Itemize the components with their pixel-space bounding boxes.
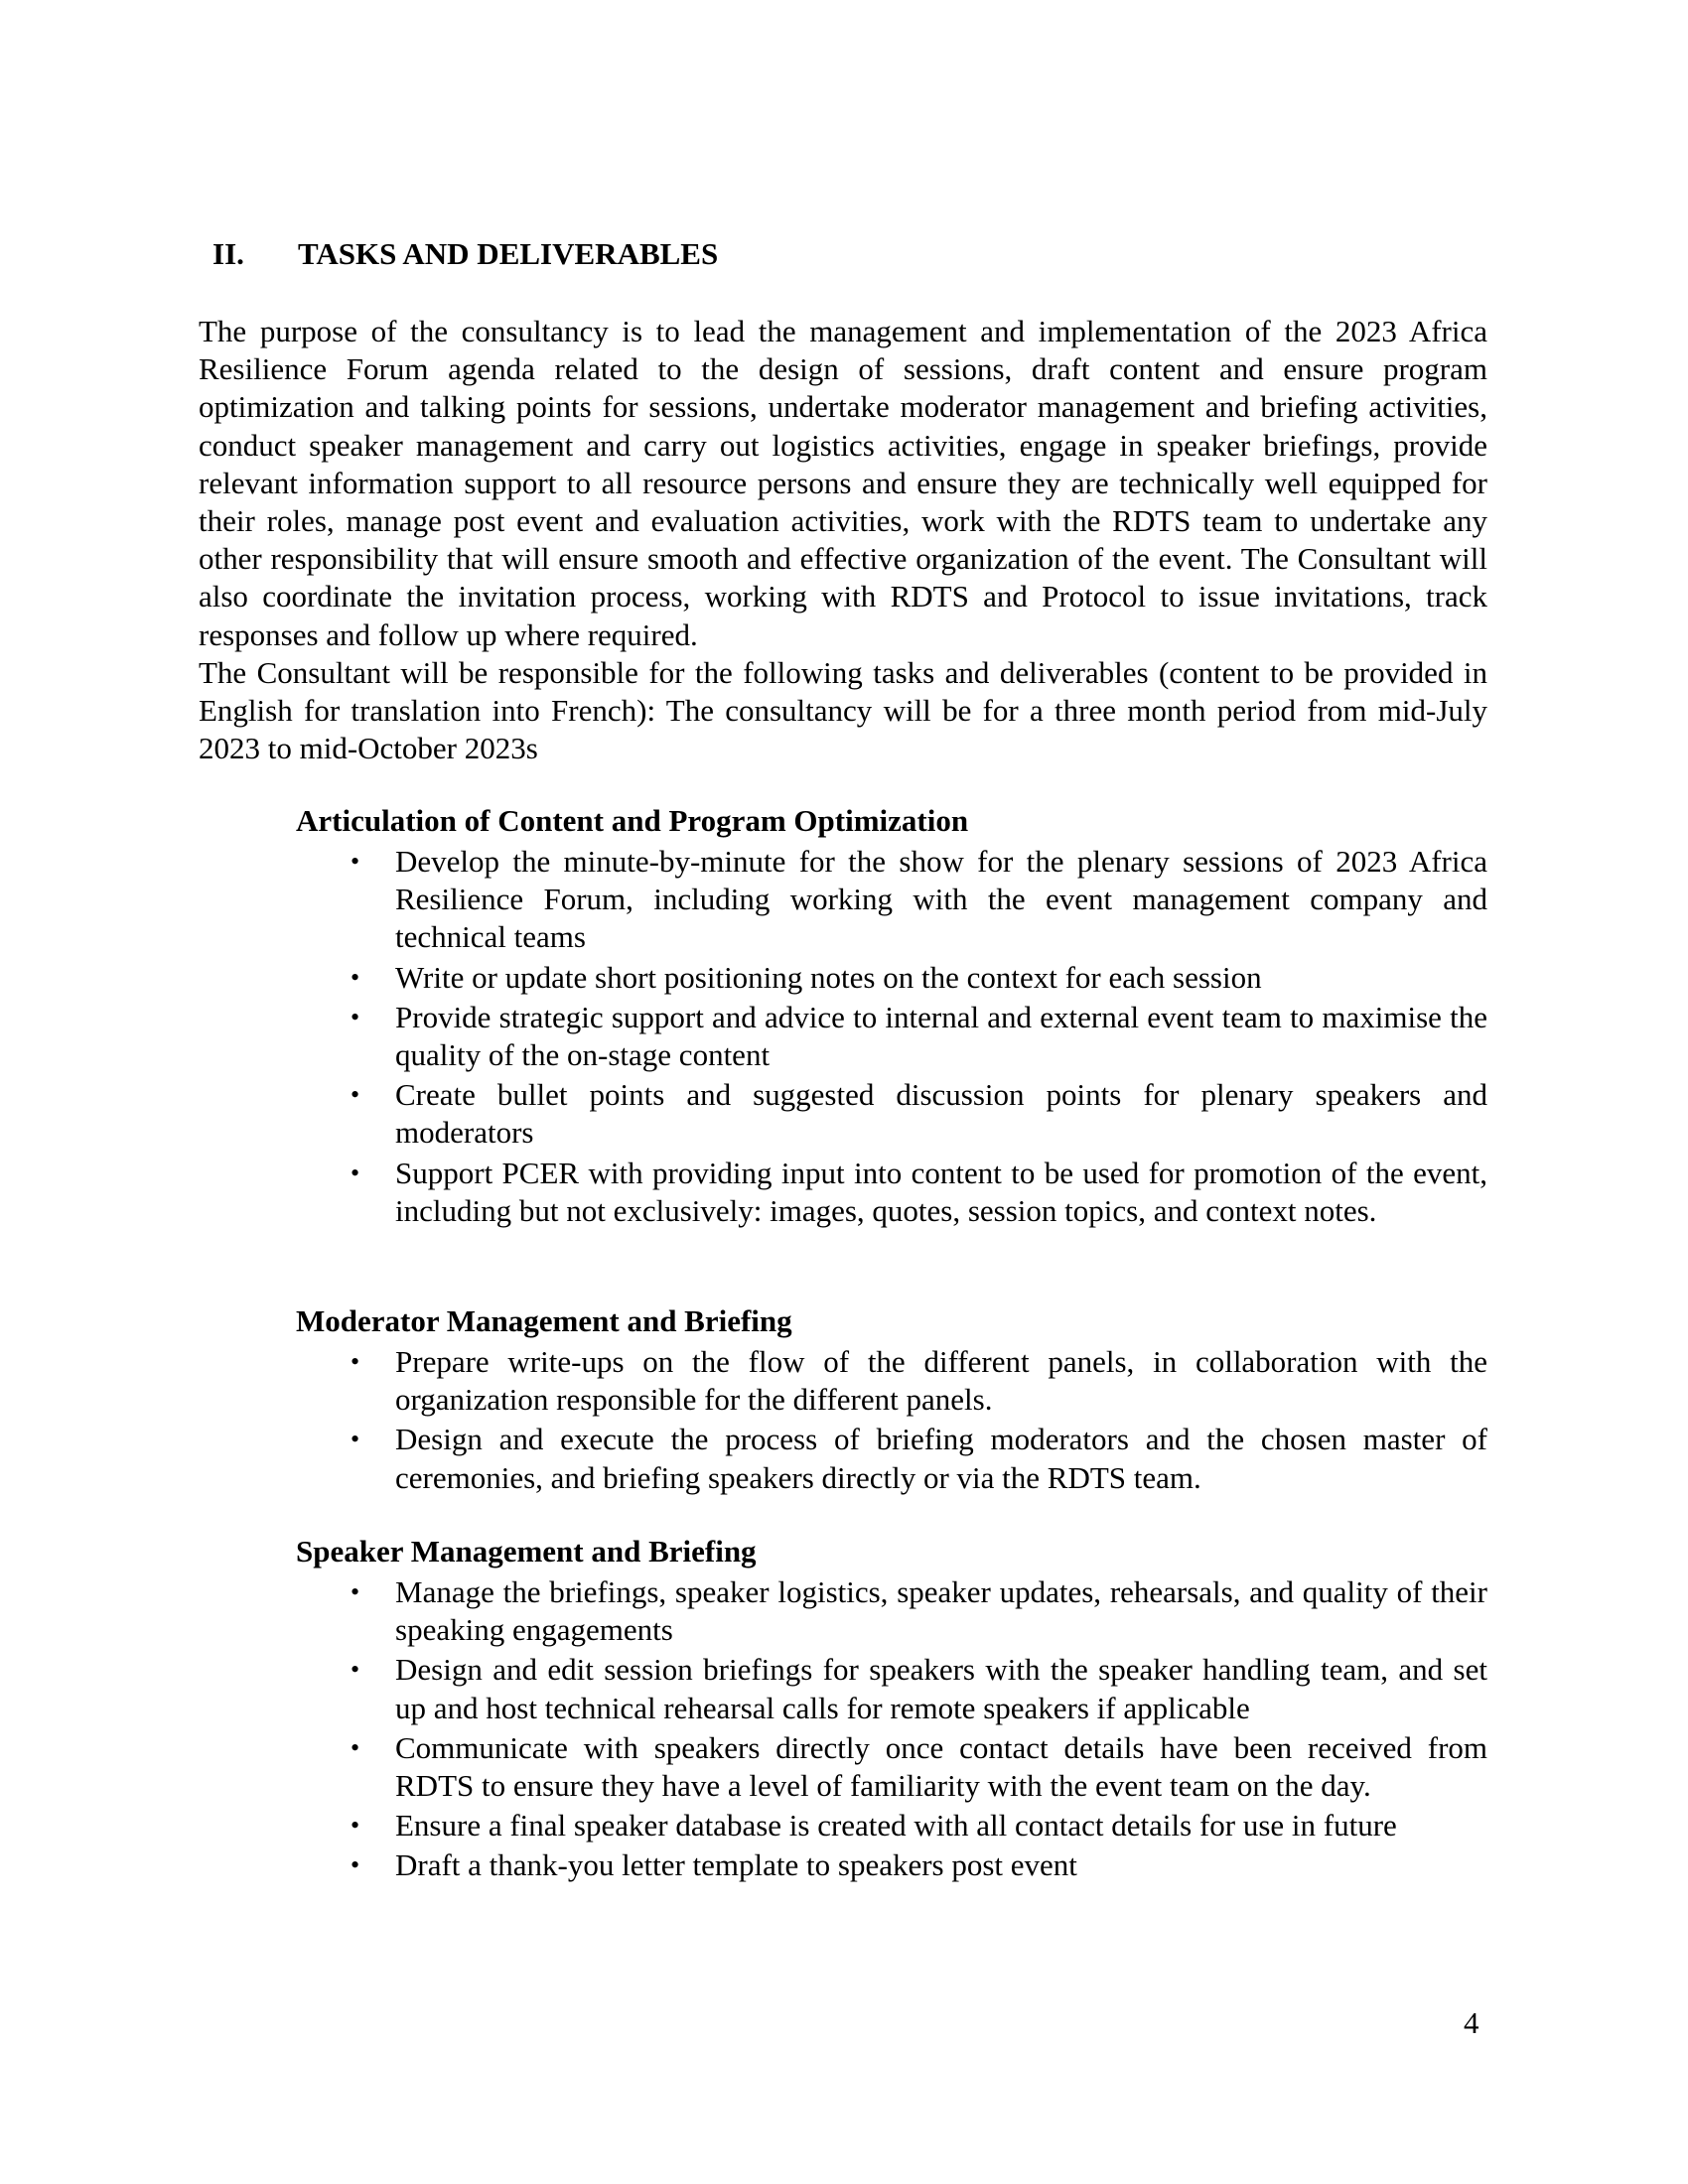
list-item [296,1343,1487,1419]
section-number: II. [212,236,244,271]
list-item [296,1155,1487,1230]
list-item-text: Ensure a final speaker database is created with all contact details for use in future [395,1808,1397,1843]
list-item-text: Support PCER with providing input into content to be used for promotion of the event, including but not exclusively: images, quotes, session topics, and context notes. [395,1155,1487,1228]
section-title: TASKS AND DELIVERABLES [298,236,719,271]
list-item [296,843,1487,957]
bullet-icon: • [351,1577,360,1606]
list-item [296,1729,1487,1805]
section-heading [212,234,718,274]
bullet-icon: • [351,962,360,992]
list-item-text: Communicate with speakers directly once contact details have been received from RDTS to ensure they have a level of familiarity with the event team on the day. [395,1729,1487,1804]
subsection-content-optimization [296,801,1487,1230]
list-item [296,1573,1487,1649]
list-item [296,1807,1487,1844]
bullet-list [296,1573,1487,1885]
subsection-speaker-management [296,1532,1487,1885]
bullet-icon: • [351,847,360,876]
subsection-heading: Speaker Management and Briefing [296,1534,757,1569]
intro-paragraph: The Consultant will be responsible for the following tasks and deliverables (content to be provided in English for translation into French): The consultancy will be for a three month period from mid-July 2023 to mid-October 2023s [199,654,1487,766]
list-item-text: Manage the briefings, speaker logistics, speaker updates, rehearsals, and quality of their speaking engagements [395,1574,1487,1648]
bullet-icon: • [351,1655,360,1685]
list-item-text: Develop the minute-by-minute for the show for the plenary sessions of 2023 Africa Resilience Forum, including working with the event management company and technical teams [395,844,1487,955]
list-item-text: Prepare write-ups on the flow of the different panels, in collaboration with the organization responsible for the different panels. [395,1344,1487,1418]
bullet-icon: • [351,1425,360,1454]
list-item [296,1421,1487,1496]
bullet-icon: • [351,1811,360,1841]
list-item-text: Write or update short positioning notes on the context for each session [395,959,1262,995]
list-item-text: Design and edit session briefings for speakers with the speaker handling team, and set up and host technical rehearsal calls for remote speakers if applicable [395,1652,1487,1725]
list-item-text: Design and execute the process of briefing moderators and the chosen master of ceremonies, and briefing speakers directly or via the RDTS team. [395,1422,1487,1495]
intro-paragraph: The purpose of the consultancy is to lead the management and implementation of the 2023 Africa Resilience Forum agenda related to the design of sessions, draft content and ensure program optimization and talking points for sessions, undertake moderator management and briefing activities, conduct speaker management and carry out logistics activities, engage in speaker briefings, provide relevant information support to all resource persons and ensure they are technically well equipped for their roles, manage post event and evaluation activities, work with the RDTS team to undertake any other responsibility that will ensure smooth and effective organization of the event. The Consultant will also coordinate the invitation process, working with RDTS and Protocol to issue invitations, track responses and follow up where required. [199,314,1487,652]
list-item [296,1076,1487,1152]
bullet-icon: • [351,1347,360,1376]
intro-text [199,313,1487,767]
bullet-icon: • [351,1158,360,1187]
bullet-icon: • [351,1080,360,1110]
bullet-icon: • [351,1732,360,1762]
subsection-heading: Moderator Management and Briefing [296,1303,792,1338]
list-item-text: Provide strategic support and advice to internal and external event team to maximise the quality of the on-stage content [395,999,1487,1073]
list-item-text: Draft a thank-you letter template to speakers post event [395,1847,1077,1883]
list-item [296,1651,1487,1726]
bullet-list [296,843,1487,1230]
subsection-moderator-management [296,1301,1487,1497]
list-item-text: Create bullet points and suggested discussion points for plenary speakers and moderators [395,1077,1487,1151]
list-item [296,999,1487,1074]
bullet-icon: • [351,1002,360,1031]
bullet-icon: • [351,1850,360,1880]
subsection-heading: Articulation of Content and Program Optimization [296,803,969,838]
bullet-list [296,1343,1487,1497]
list-item [296,1846,1487,1884]
list-item [296,959,1487,997]
page-number: 4 [1464,2005,1479,2040]
